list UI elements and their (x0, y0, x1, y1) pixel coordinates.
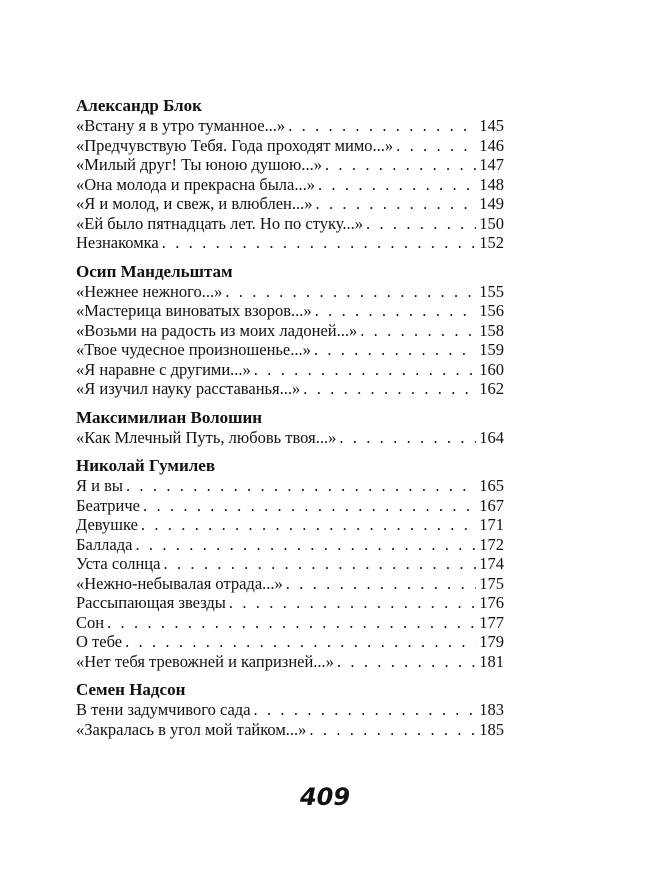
author-heading: Осип Мандельштам (76, 261, 233, 281)
entry-title: «Закралась в угол мой тайком...» (76, 719, 307, 739)
entry-title: «Как Млечный Путь, любовь твоя...» (76, 427, 337, 447)
entry-title: Уста солнца (76, 554, 161, 573)
entry-page-number: 171 (479, 515, 504, 534)
toc-entry (76, 496, 504, 516)
entry-title: «Ей было пятнадцать лет. Но по стуку...» (76, 213, 363, 233)
dot-leader (396, 136, 476, 156)
entry-page-number: 174 (479, 554, 504, 573)
entry-page-number: 162 (479, 379, 504, 398)
dot-leader (107, 613, 476, 633)
toc-entry (76, 321, 504, 341)
dot-leader (126, 476, 476, 496)
dot-leader (143, 496, 476, 516)
toc-entry (76, 428, 504, 448)
dot-leader (288, 116, 476, 136)
toc-section (76, 408, 504, 448)
entry-page-number: 167 (479, 495, 504, 515)
entry-page-number: 150 (479, 213, 504, 233)
entry-title: О тебе (76, 632, 123, 651)
entry-page-number: 179 (479, 632, 504, 651)
entry-page-number: 185 (479, 719, 504, 739)
dot-leader (125, 632, 476, 652)
entry-page-number: 149 (479, 194, 504, 213)
dot-leader (325, 155, 476, 175)
toc-entry (76, 301, 504, 321)
dot-leader (309, 720, 476, 740)
author-heading: Николай Гумилев (76, 456, 216, 475)
entry-title: «Встану я в утро туманное...» (76, 116, 286, 135)
entry-title: Незнакомка (76, 233, 159, 252)
entry-page-number: 148 (479, 174, 504, 194)
entry-title: Беатриче (76, 495, 141, 515)
toc-entry (76, 155, 504, 175)
toc-entry (76, 700, 504, 720)
entry-page-number: 146 (479, 135, 504, 155)
entry-page-number: 158 (479, 320, 504, 340)
toc-section (76, 96, 504, 253)
toc-entry (76, 652, 504, 672)
entry-page-number: 160 (479, 359, 504, 379)
entry-title: Я и вы (76, 476, 123, 495)
entry-page-number: 183 (479, 700, 504, 719)
toc-entry (76, 515, 504, 535)
entry-title: Девушке (76, 515, 138, 534)
toc-entry (76, 476, 504, 496)
dot-leader (254, 360, 476, 380)
toc-entry (76, 340, 504, 360)
dot-leader (314, 340, 476, 360)
author-heading: Семен Надсон (76, 680, 186, 699)
toc-entry (76, 233, 504, 253)
dot-leader (229, 593, 476, 613)
dot-leader (225, 282, 476, 302)
entry-page-number: 165 (479, 476, 504, 495)
dot-leader (135, 535, 476, 555)
dot-leader (141, 515, 476, 535)
dot-leader (337, 652, 476, 672)
dot-leader (316, 194, 477, 214)
entry-title: В тени задумчивого сада (76, 700, 251, 719)
toc-entry (76, 379, 504, 399)
entry-title: «Я наравне с другими...» (76, 359, 251, 379)
dot-leader (318, 175, 476, 195)
toc-entry (76, 282, 504, 302)
entry-title: «Нежно-небывалая отрада...» (76, 573, 283, 593)
dot-leader (162, 233, 476, 253)
toc-entry (76, 360, 504, 380)
dot-leader (163, 554, 476, 574)
dot-leader (360, 321, 476, 341)
page-number: 409 (299, 783, 351, 811)
toc-entry (76, 720, 504, 740)
entry-title: «Мастерица виноватых взоров...» (76, 301, 312, 320)
table-of-contents (76, 96, 504, 748)
entry-title: Баллада (76, 534, 133, 554)
dot-leader (254, 700, 477, 720)
dot-leader (339, 428, 476, 448)
entry-title: «Возьми на радость из моих ладоней...» (76, 320, 358, 340)
entry-title: Сон (76, 612, 105, 632)
entry-page-number: 156 (479, 301, 504, 320)
toc-entry (76, 214, 504, 234)
toc-entry (76, 613, 504, 633)
toc-entry (76, 574, 504, 594)
entry-title: «Нежнее нежного...» (76, 281, 223, 301)
entry-page-number: 147 (479, 155, 504, 174)
entry-page-number: 164 (479, 427, 504, 447)
dot-leader (303, 379, 476, 399)
entry-title: «Она молода и прекрасна была...» (76, 174, 315, 194)
author-heading: Максимилиан Волошин (76, 407, 263, 427)
toc-section (76, 262, 504, 399)
entry-page-number: 177 (479, 612, 504, 632)
toc-entry (76, 593, 504, 613)
entry-page-number: 145 (479, 116, 504, 135)
toc-entry (76, 194, 504, 214)
entry-title: «Я и молод, и свеж, и влюблен...» (76, 194, 313, 213)
toc-entry (76, 535, 504, 555)
toc-entry (76, 632, 504, 652)
author-heading: Александр Блок (76, 96, 202, 115)
toc-section (76, 680, 504, 739)
entry-title: «Твое чудесное произношенье...» (76, 340, 311, 359)
entry-page-number: 155 (479, 281, 504, 301)
entry-title: Рассыпающая звезды (76, 593, 226, 612)
entry-page-number: 159 (479, 340, 504, 359)
toc-section (76, 456, 504, 671)
entry-page-number: 181 (479, 651, 504, 671)
entry-page-number: 176 (479, 593, 504, 612)
dot-leader (315, 301, 477, 321)
dot-leader (286, 574, 476, 594)
dot-leader (366, 214, 476, 234)
entry-title: «Предчувствую Тебя. Года проходят мимо...» (76, 135, 394, 155)
entry-title: «Я изучил науку расставанья...» (76, 379, 301, 398)
toc-entry (76, 136, 504, 156)
entry-title: «Милый друг! Ты юною душою...» (76, 155, 322, 174)
toc-entry (76, 175, 504, 195)
entry-title: «Нет тебя тревожней и капризней...» (76, 651, 334, 671)
entry-page-number: 172 (479, 534, 504, 554)
entry-page-number: 175 (479, 573, 504, 593)
toc-entry (76, 116, 504, 136)
toc-entry (76, 554, 504, 574)
entry-page-number: 152 (479, 233, 504, 252)
